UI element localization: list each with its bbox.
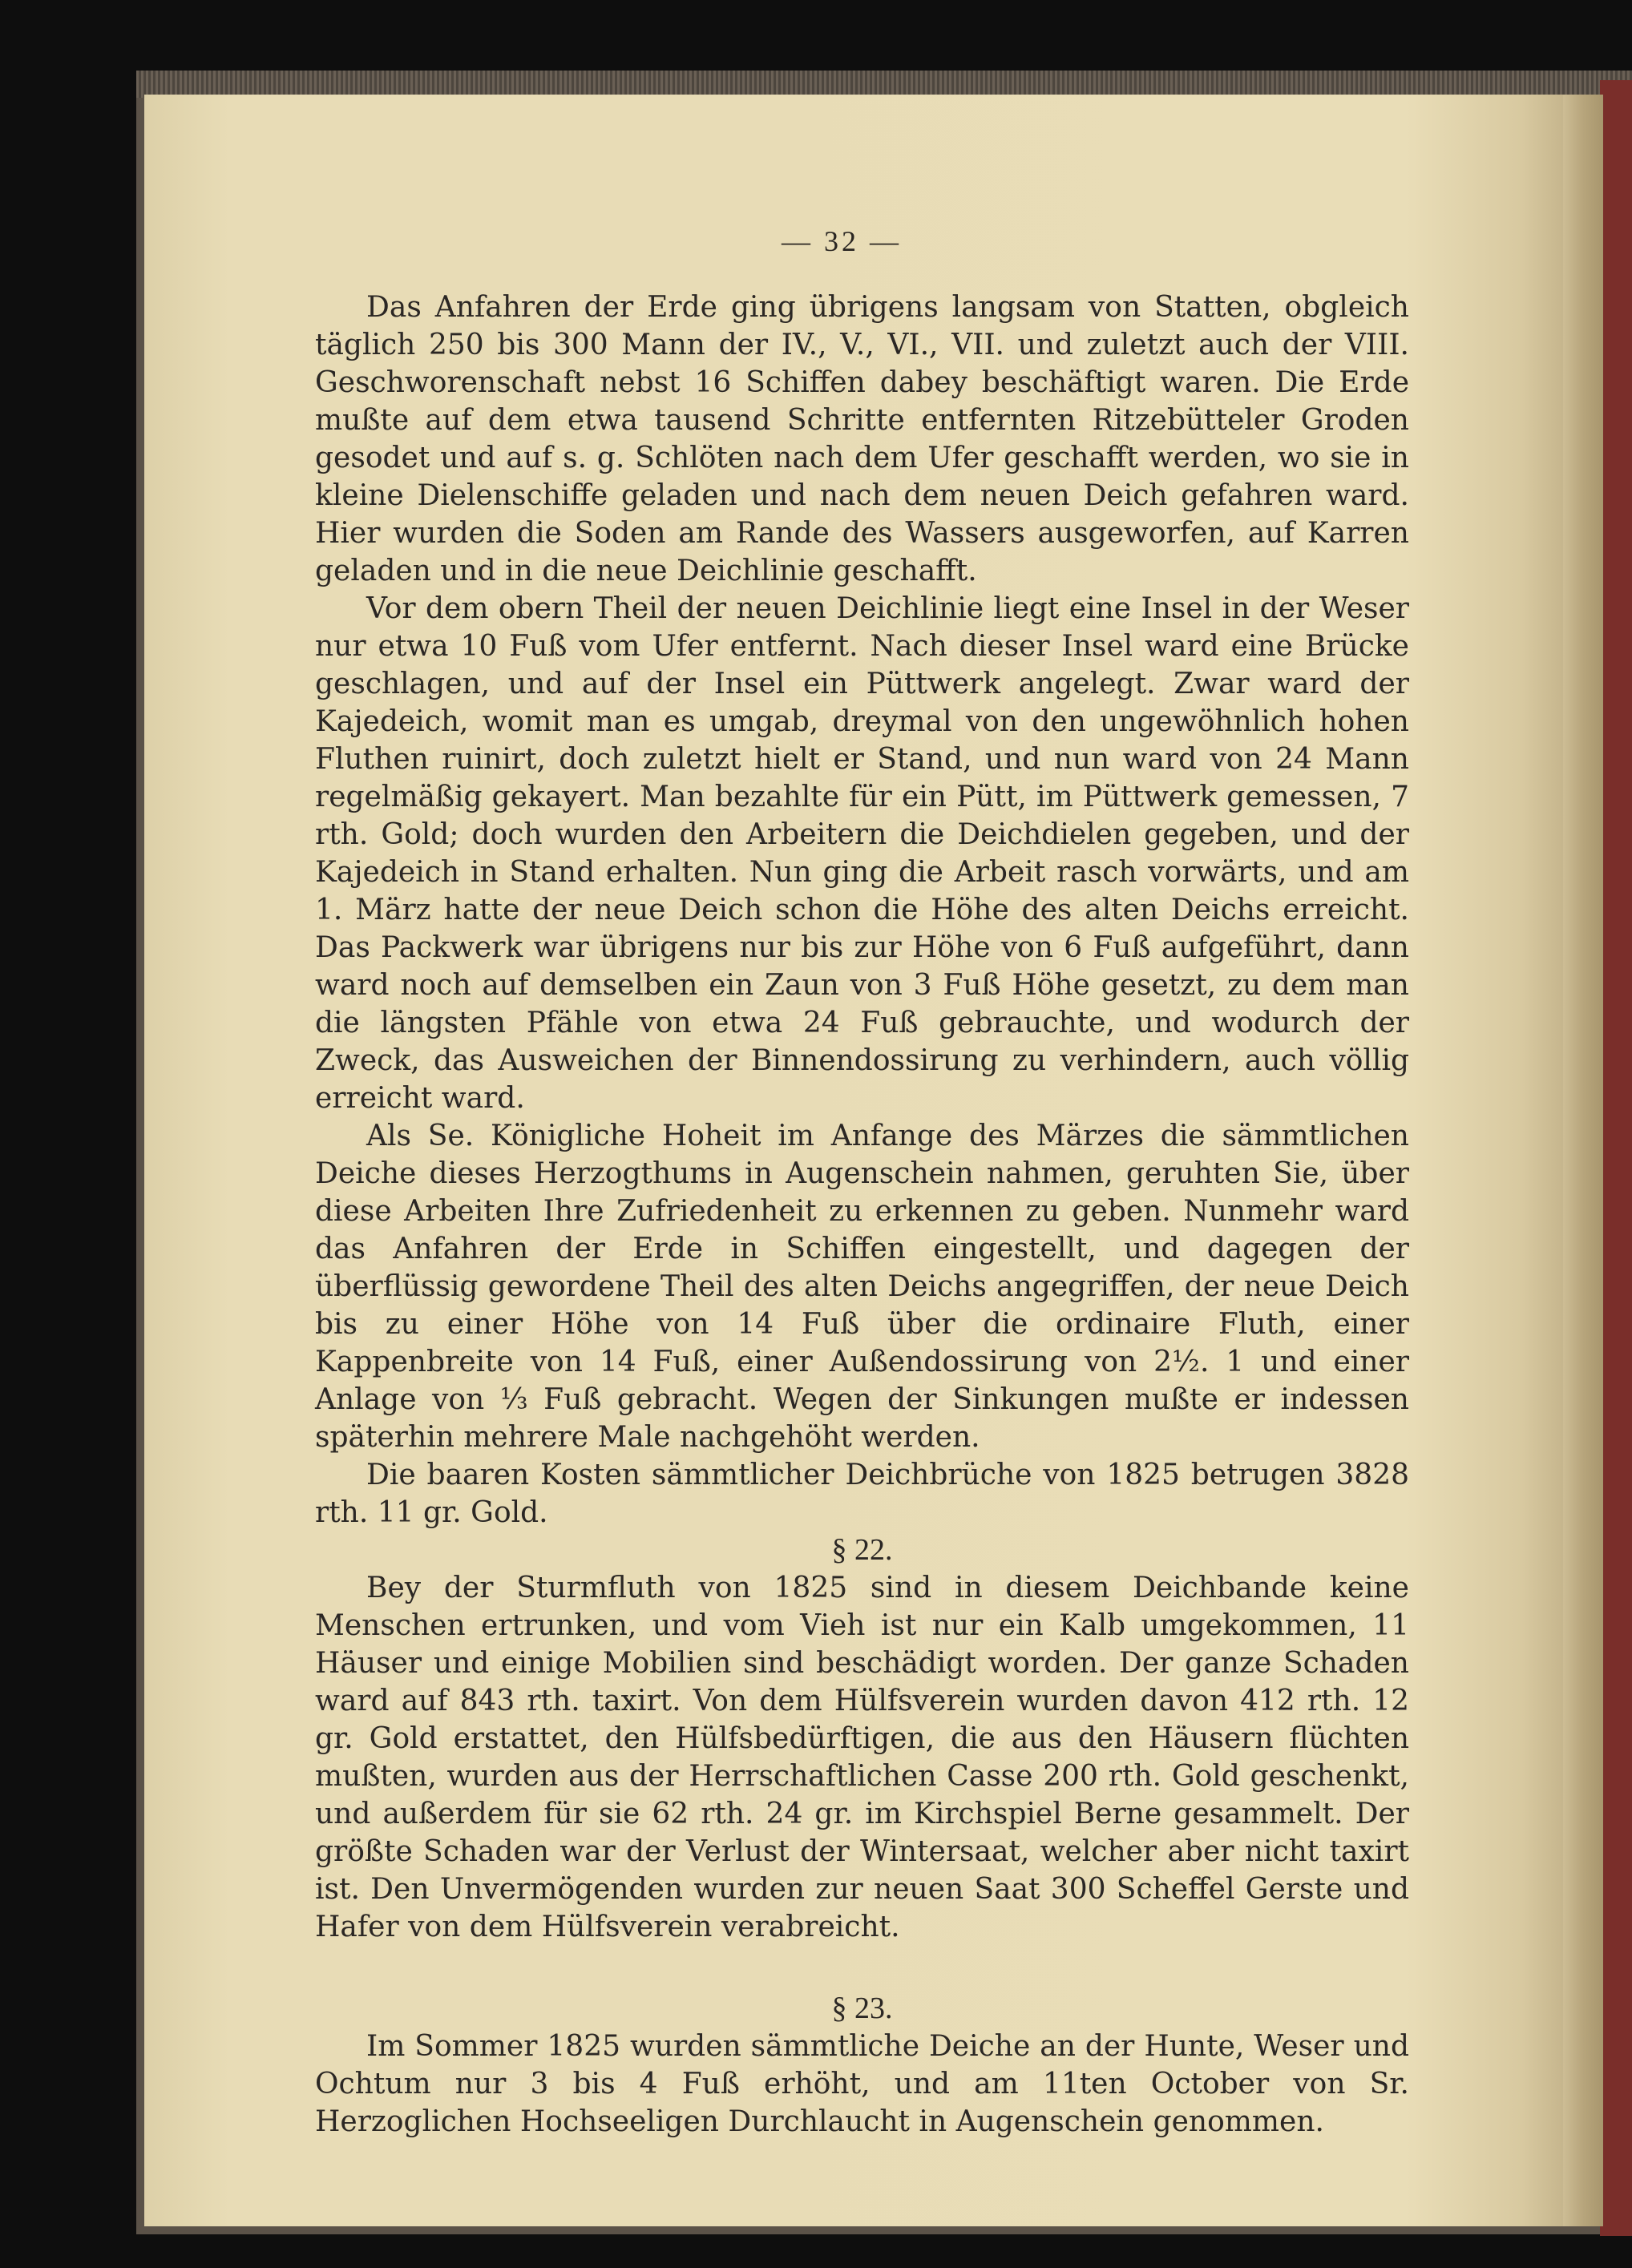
paragraph: Im Sommer 1825 wurden sämmtliche Deiche an der Hunte, Weser und Ochtum nur 3 bis 4 Fuß erhöht, und am 11ten October von Sr. Herzoglichen Hochseeligen Durchlaucht in Augenschein genommen. (315, 2030, 1409, 2138)
book-spine-edge (1600, 80, 1632, 2236)
page-text (315, 289, 1409, 2141)
book-cover-top-edge (136, 71, 1632, 98)
page-stack-edge (1563, 95, 1603, 2226)
paragraph: Bey der Sturmfluth von 1825 sind in diesem Deichbande keine Menschen ertrunken, und vom Vieh ist nur ein Kalb umgekommen, 11 Häuser und einige Mobilien sind beschädigt worden. Der ganze Schaden ward auf 843 rth. taxirt. Von dem Hülfsverein wurden davon 412 rth. 12 gr. Gold erstattet, den Hülfsbedürftigen, die aus den Häusern flüchten mußten, wurden aus der Herrschaftlichen Casse 200 rth. Gold geschenkt, und außerdem für sie 62 rth. 24 gr. im Kirchspiel Berne gesammelt. Der größte Schaden war der Verlust der Wintersaat, welcher aber nicht taxirt ist. Den Unvermögenden wurden zur neuen Saat 300 Scheffel Gerste und Hafer von dem Hülfsverein verabreicht. (315, 1572, 1409, 1943)
page-number: — 32 — (782, 225, 902, 257)
paragraph: Das Anfahren der Erde ging übrigens langsam von Statten, obgleich täglich 250 bis 300 Mann der IV., V., VI., VII. und zuletzt auch der VIII. Geschworenschaft nebst 16 Schiffen dabey beschäftigt waren. Die Erde mußte auf dem etwa tausend Schritte entfernten Ritzebütteler Groden gesodet und auf s. g. Schlöten nach dem Ufer geschafft werden, wo sie in kleine Dielenschiffe geladen und nach dem neuen Deich gefahren ward. Hier wurden die Soden am Rande des Wassers ausgeworfen, auf Karren geladen und in die neue Deichlinie geschafft. (315, 291, 1409, 587)
section-heading: § 23. (831, 1992, 893, 2025)
paragraph: Die baaren Kosten sämmtlicher Deichbrüche von 1825 betrugen 3828 rth. 11 gr. Gold. (315, 1459, 1409, 1529)
paragraph: Als Se. Königliche Hoheit im Anfange des Märzes die sämmtlichen Deiche dieses Herzogthums in Augenschein nahmen, geruhten Sie, über diese Arbeiten Ihre Zufriedenheit zu erkennen zu geben. Nunmehr ward das Anfahren der Erde in Schiffen eingestellt, und dagegen der überflüssig gewordene Theil des alten Deichs angegriffen, der neue Deich bis zu einer Höhe von 14 Fuß über die ordinaire Fluth, einer Kappenbreite von 14 Fuß, einer Außendossirung von 2½. 1 und einer Anlage von ⅓ Fuß gebracht. Wegen der Sinkungen mußte er indessen späterhin mehrere Male nachgehöht werden. (315, 1120, 1409, 1454)
section-heading: § 22. (831, 1533, 893, 1567)
paragraph: Vor dem obern Theil der neuen Deichlinie liegt eine Insel in der Weser nur etwa 10 Fuß vom Ufer entfernt. Nach dieser Insel ward eine Brücke geschlagen, und auf der Insel ein Püttwerk angelegt. Zwar ward der Kajedeich, womit man es umgab, dreymal von den ungewöhnlich hohen Fluthen ruinirt, doch zuletzt hielt er Stand, und nun ward von 24 Mann regelmäßig gekayert. Man bezahlte für ein Pütt, im Püttwerk gemessen, 7 rth. Gold; doch wurden den Arbeitern die Deichdielen gegeben, und der Kajedeich in Stand erhalten. Nun ging die Arbeit rasch vorwärts, und am 1. März hatte der neue Deich schon die Höhe des alten Deichs erreicht. Das Packwerk war übrigens nur bis zur Höhe von 6 Fuß aufgeführt, dann ward noch auf demselben ein Zaun von 3 Fuß Höhe gesetzt, zu dem man die längsten Pfähle von etwa 24 Fuß gebrauchte, und wodurch der Zweck, das Ausweichen der Binnendossirung zu verhindern, auch völlig erreicht ward. (315, 592, 1409, 1115)
